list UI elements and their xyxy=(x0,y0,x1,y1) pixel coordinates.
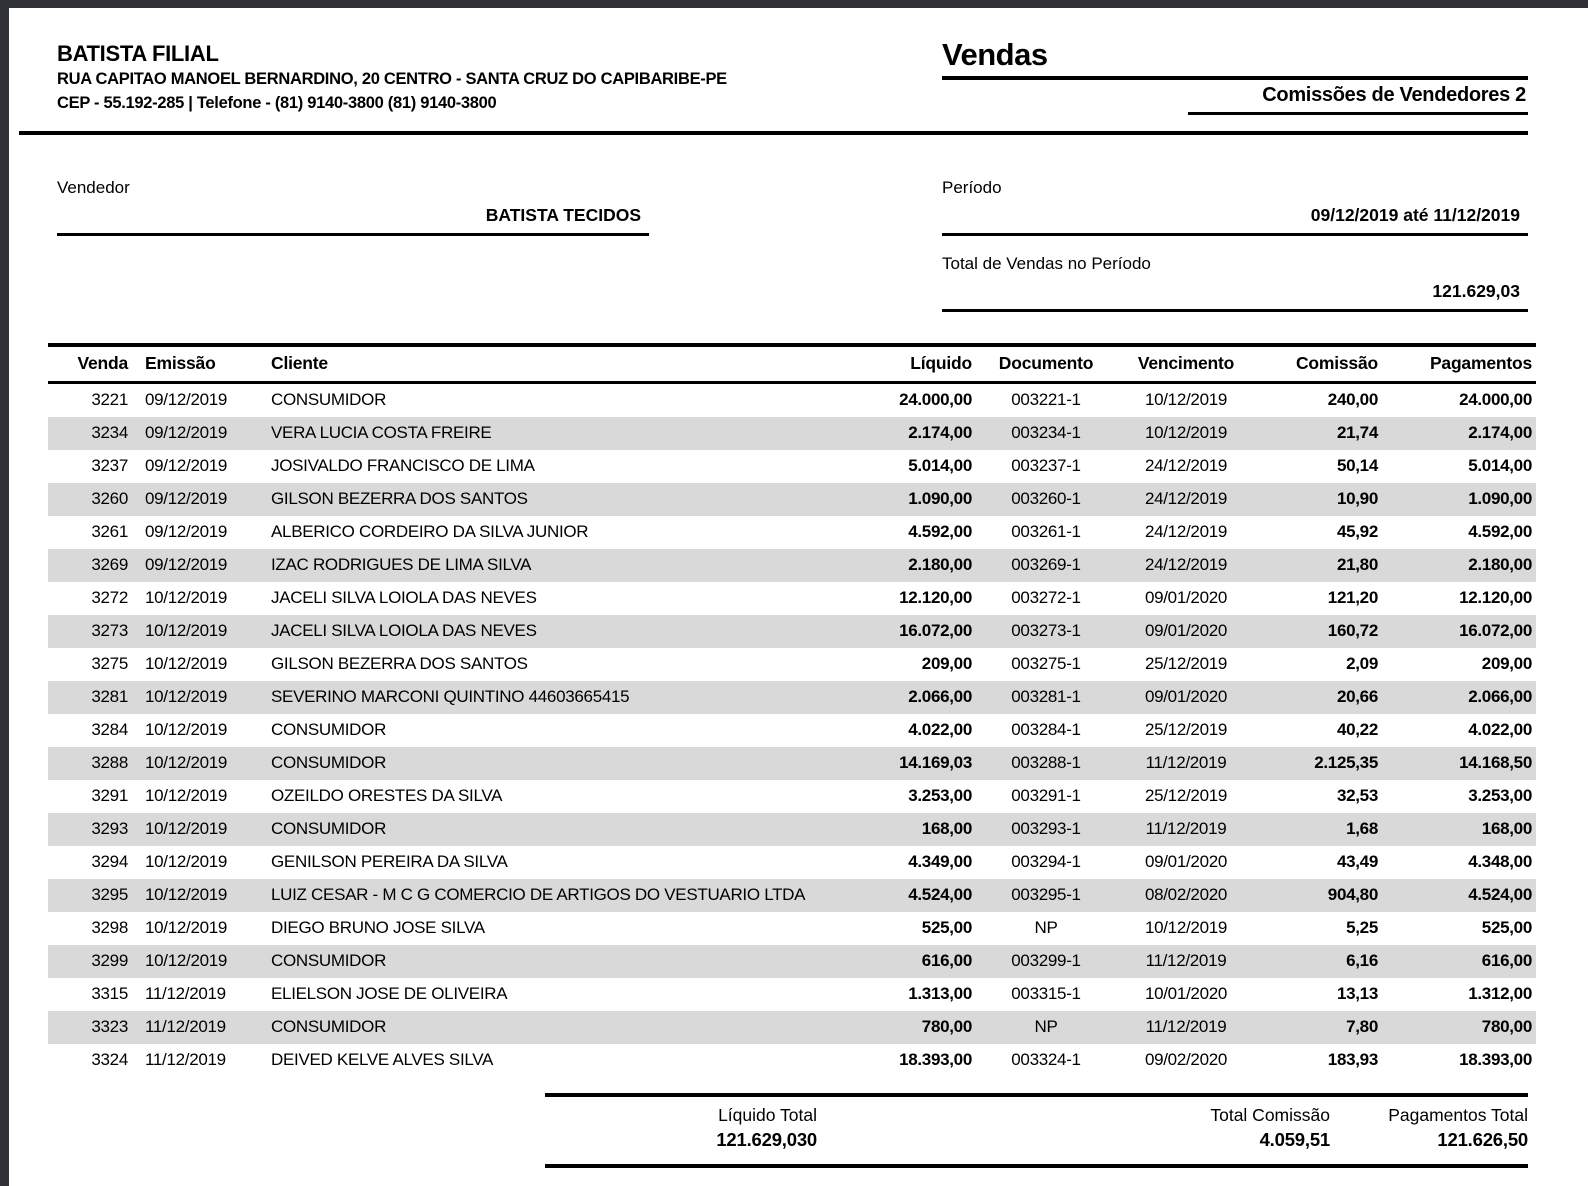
cell-documento: 003281-1 xyxy=(1011,687,1081,706)
cell-vencimento: 25/12/2019 xyxy=(1144,720,1228,739)
cell-vencimento: 08/02/2020 xyxy=(1144,885,1228,904)
header-divider xyxy=(19,131,1528,135)
cell-emissao: 10/12/2019 xyxy=(145,918,228,937)
cell-documento: 003260-1 xyxy=(1011,489,1081,508)
cell-vencimento: 10/12/2019 xyxy=(1144,423,1228,442)
cell-pagamentos: 4.348,00 xyxy=(1468,852,1532,871)
cell-cliente: IZAC RODRIGUES DE LIMA SILVA xyxy=(271,555,532,574)
company-name: BATISTA FILIAL xyxy=(57,41,219,66)
periodo-fields xyxy=(942,177,1528,312)
cell-pagamentos: 1.090,00 xyxy=(1468,489,1532,508)
cell-cliente: LUIZ CESAR - M C G COMERCIO DE ARTIGOS DO VESTUARIO LTDA xyxy=(271,885,806,904)
sales-table-header xyxy=(48,345,1536,383)
cell-pagamentos: 780,00 xyxy=(1481,1017,1532,1036)
cell-cliente: CONSUMIDOR xyxy=(271,390,387,409)
liquido-total-group xyxy=(545,1104,817,1152)
cell-venda: 3284 xyxy=(91,720,128,739)
table-row xyxy=(48,813,1536,846)
table-row xyxy=(48,615,1536,648)
sales-table xyxy=(48,343,1536,1077)
cell-liquido: 5.014,00 xyxy=(908,456,972,475)
cell-venda: 3281 xyxy=(91,687,128,706)
cell-emissao: 10/12/2019 xyxy=(145,654,228,673)
cell-comissao: 50,14 xyxy=(1336,456,1378,475)
cell-liquido: 2.180,00 xyxy=(908,555,972,574)
cell-documento: 003291-1 xyxy=(1011,786,1081,805)
liquido-total-label: Líquido Total xyxy=(718,1105,817,1125)
cell-documento: 003269-1 xyxy=(1011,555,1081,574)
cell-liquido: 24.000,00 xyxy=(899,390,972,409)
cell-venda: 3237 xyxy=(91,456,128,475)
vendedor-field xyxy=(57,177,649,312)
table-row xyxy=(48,417,1536,450)
cell-pagamentos: 2.174,00 xyxy=(1468,423,1532,442)
cell-documento: 003295-1 xyxy=(1011,885,1081,904)
table-row xyxy=(48,879,1536,912)
report-subtitle-wrap xyxy=(942,80,1528,115)
table-row xyxy=(48,747,1536,780)
cell-vencimento: 11/12/2019 xyxy=(1145,753,1227,772)
cell-emissao: 09/12/2019 xyxy=(145,522,228,541)
cell-emissao: 11/12/2019 xyxy=(145,1017,226,1036)
cell-pagamentos: 4.022,00 xyxy=(1468,720,1532,739)
cell-comissao: 10,90 xyxy=(1336,489,1378,508)
cell-comissao: 1,68 xyxy=(1346,819,1378,838)
cell-comissao: 32,53 xyxy=(1336,786,1378,805)
column-header-pagamentos: Pagamentos xyxy=(1429,353,1532,373)
company-contact: CEP - 55.192-285 | Telefone - (81) 9140-3800 (81) 9140-3800 xyxy=(57,94,497,112)
cell-pagamentos: 4.524,00 xyxy=(1468,885,1532,904)
cell-venda: 3299 xyxy=(91,951,128,970)
cell-pagamentos: 2.180,00 xyxy=(1468,555,1532,574)
cell-emissao: 09/12/2019 xyxy=(145,456,228,475)
cell-venda: 3324 xyxy=(91,1050,128,1069)
cell-cliente: ALBERICO CORDEIRO DA SILVA JUNIOR xyxy=(271,522,589,541)
cell-comissao: 20,66 xyxy=(1336,687,1378,706)
table-row xyxy=(48,978,1536,1011)
column-header-emissao: Emissão xyxy=(145,353,216,373)
cell-pagamentos: 24.000,00 xyxy=(1459,390,1532,409)
table-row xyxy=(48,780,1536,813)
cell-liquido: 1.313,00 xyxy=(908,984,972,1003)
cell-pagamentos: 5.014,00 xyxy=(1468,456,1532,475)
cell-documento: 003261-1 xyxy=(1011,522,1081,541)
cell-documento: 003234-1 xyxy=(1011,423,1081,442)
cell-comissao: 40,22 xyxy=(1336,720,1378,739)
cell-cliente: CONSUMIDOR xyxy=(271,720,387,739)
cell-vencimento: 10/12/2019 xyxy=(1144,918,1228,937)
cell-venda: 3295 xyxy=(91,885,128,904)
column-header-documento: Documento xyxy=(998,353,1094,373)
cell-comissao: 904,80 xyxy=(1327,885,1378,904)
cell-pagamentos: 168,00 xyxy=(1481,819,1532,838)
column-header-cliente: Cliente xyxy=(271,353,328,373)
cell-cliente: CONSUMIDOR xyxy=(271,951,387,970)
cell-emissao: 11/12/2019 xyxy=(145,1050,226,1069)
cell-cliente: VERA LUCIA COSTA FREIRE xyxy=(271,423,492,442)
cell-comissao: 43,49 xyxy=(1336,852,1378,871)
cell-comissao: 21,80 xyxy=(1336,555,1378,574)
cell-comissao: 121,20 xyxy=(1327,588,1378,607)
cell-emissao: 11/12/2019 xyxy=(145,984,226,1003)
cell-vencimento: 11/12/2019 xyxy=(1145,951,1227,970)
table-row xyxy=(48,582,1536,615)
cell-liquido: 12.120,00 xyxy=(899,588,972,607)
cell-cliente: GILSON BEZERRA DOS SANTOS xyxy=(271,489,528,508)
cell-emissao: 10/12/2019 xyxy=(145,588,228,607)
cell-vencimento: 24/12/2019 xyxy=(1144,522,1228,541)
cell-liquido: 2.066,00 xyxy=(908,687,972,706)
cell-documento: 003273-1 xyxy=(1011,621,1081,640)
cell-emissao: 09/12/2019 xyxy=(145,423,228,442)
cell-venda: 3293 xyxy=(91,819,128,838)
cell-emissao: 10/12/2019 xyxy=(145,753,228,772)
cell-liquido: 1.090,00 xyxy=(908,489,972,508)
cell-vencimento: 09/01/2020 xyxy=(1144,621,1228,640)
table-row xyxy=(48,450,1536,483)
cell-liquido: 209,00 xyxy=(921,654,972,673)
table-row xyxy=(48,1011,1536,1044)
table-row xyxy=(48,483,1536,516)
cell-comissao: 6,16 xyxy=(1346,951,1378,970)
cell-vencimento: 10/12/2019 xyxy=(1144,390,1228,409)
cell-liquido: 4.022,00 xyxy=(908,720,972,739)
table-row xyxy=(48,516,1536,549)
cell-comissao: 240,00 xyxy=(1327,390,1378,409)
column-header-vencimento: Vencimento xyxy=(1137,353,1235,373)
cell-venda: 3288 xyxy=(91,753,128,772)
cell-documento: 003293-1 xyxy=(1011,819,1081,838)
cell-emissao: 10/12/2019 xyxy=(145,621,228,640)
cell-pagamentos: 4.592,00 xyxy=(1468,522,1532,541)
cell-pagamentos: 14.168,50 xyxy=(1459,753,1532,772)
total-vendas-label: Total de Vendas no Período xyxy=(942,254,1151,273)
cell-emissao: 09/12/2019 xyxy=(145,489,228,508)
report-title: Vendas xyxy=(942,38,1528,80)
table-row xyxy=(48,681,1536,714)
cell-documento: 003275-1 xyxy=(1011,654,1081,673)
cell-cliente: GENILSON PEREIRA DA SILVA xyxy=(271,852,508,871)
cell-comissao: 2,09 xyxy=(1346,654,1378,673)
cell-venda: 3260 xyxy=(91,489,128,508)
company-address: RUA CAPITAO MANOEL BERNARDINO, 20 CENTRO - SANTA CRUZ DO CAPIBARIBE-PE xyxy=(57,70,727,88)
cell-comissao: 45,92 xyxy=(1336,522,1378,541)
report-header xyxy=(57,38,1528,115)
cell-liquido: 14.169,03 xyxy=(899,753,972,772)
cell-comissao: 2.125,35 xyxy=(1314,753,1378,772)
table-row xyxy=(48,1044,1536,1077)
cell-vencimento: 09/01/2020 xyxy=(1144,588,1228,607)
cell-vencimento: 10/01/2020 xyxy=(1144,984,1228,1003)
header-row xyxy=(48,345,1536,383)
cell-emissao: 10/12/2019 xyxy=(145,852,228,871)
periodo-field xyxy=(942,177,1528,236)
column-header-liquido: Líquido xyxy=(910,353,972,373)
cell-emissao: 09/12/2019 xyxy=(145,555,228,574)
cell-documento: 003288-1 xyxy=(1011,753,1081,772)
cell-emissao: 10/12/2019 xyxy=(145,687,228,706)
cell-documento: NP xyxy=(1034,918,1058,937)
cell-cliente: GILSON BEZERRA DOS SANTOS xyxy=(271,654,528,673)
cell-emissao: 10/12/2019 xyxy=(145,885,228,904)
cell-documento: 003272-1 xyxy=(1011,588,1081,607)
cell-documento: 003324-1 xyxy=(1011,1050,1081,1069)
cell-emissao: 10/12/2019 xyxy=(145,786,228,805)
cell-pagamentos: 209,00 xyxy=(1481,654,1532,673)
cell-venda: 3234 xyxy=(91,423,128,442)
cell-venda: 3298 xyxy=(91,918,128,937)
cell-vencimento: 09/01/2020 xyxy=(1144,687,1228,706)
cell-venda: 3261 xyxy=(91,522,128,541)
filters-section xyxy=(57,177,1528,312)
cell-cliente: OZEILDO ORESTES DA SILVA xyxy=(271,786,503,805)
sales-table-body xyxy=(48,383,1536,1078)
company-block xyxy=(57,38,942,115)
comissao-total-value: 4.059,51 xyxy=(1259,1129,1330,1150)
table-row xyxy=(48,714,1536,747)
column-header-venda: Venda xyxy=(77,353,128,373)
cell-comissao: 183,93 xyxy=(1327,1050,1378,1069)
pagamentos-total-group xyxy=(1330,1104,1528,1152)
cell-emissao: 10/12/2019 xyxy=(145,951,228,970)
cell-venda: 3272 xyxy=(91,588,128,607)
cell-emissao: 10/12/2019 xyxy=(145,819,228,838)
table-row xyxy=(48,945,1536,978)
column-header-comissao: Comissão xyxy=(1295,353,1378,373)
cell-vencimento: 11/12/2019 xyxy=(1145,1017,1227,1036)
cell-liquido: 168,00 xyxy=(921,819,972,838)
table-row xyxy=(48,648,1536,681)
total-vendas-value: 121.629,03 xyxy=(942,274,1528,312)
cell-cliente: CONSUMIDOR xyxy=(271,1017,387,1036)
cell-liquido: 2.174,00 xyxy=(908,423,972,442)
cell-vencimento: 24/12/2019 xyxy=(1144,456,1228,475)
liquido-total-value: 121.629,030 xyxy=(716,1129,817,1150)
cell-emissao: 10/12/2019 xyxy=(145,720,228,739)
cell-venda: 3275 xyxy=(91,654,128,673)
cell-liquido: 4.592,00 xyxy=(908,522,972,541)
periodo-label: Período xyxy=(942,178,1002,197)
cell-pagamentos: 616,00 xyxy=(1481,951,1532,970)
cell-venda: 3273 xyxy=(91,621,128,640)
totals-section xyxy=(545,1093,1528,1168)
cell-documento: 003221-1 xyxy=(1011,390,1081,409)
cell-liquido: 780,00 xyxy=(921,1017,972,1036)
cell-cliente: JOSIVALDO FRANCISCO DE LIMA xyxy=(271,456,535,475)
cell-vencimento: 25/12/2019 xyxy=(1144,786,1228,805)
table-row xyxy=(48,549,1536,582)
cell-pagamentos: 3.253,00 xyxy=(1468,786,1532,805)
cell-liquido: 4.524,00 xyxy=(908,885,972,904)
comissao-total-label: Total Comissão xyxy=(1210,1105,1330,1125)
cell-cliente: ELIELSON JOSE DE OLIVEIRA xyxy=(271,984,508,1003)
cell-cliente: DEIVED KELVE ALVES SILVA xyxy=(271,1050,494,1069)
cell-pagamentos: 12.120,00 xyxy=(1459,588,1532,607)
comissao-total-group xyxy=(817,1104,1330,1152)
cell-pagamentos: 18.393,00 xyxy=(1459,1050,1532,1069)
cell-venda: 3221 xyxy=(91,390,128,409)
cell-vencimento: 24/12/2019 xyxy=(1144,555,1228,574)
cell-documento: NP xyxy=(1034,1017,1058,1036)
cell-documento: 003237-1 xyxy=(1011,456,1081,475)
cell-pagamentos: 1.312,00 xyxy=(1468,984,1532,1003)
cell-liquido: 18.393,00 xyxy=(899,1050,972,1069)
cell-cliente: JACELI SILVA LOIOLA DAS NEVES xyxy=(271,588,537,607)
cell-liquido: 16.072,00 xyxy=(899,621,972,640)
cell-liquido: 3.253,00 xyxy=(908,786,972,805)
cell-liquido: 4.349,00 xyxy=(908,852,972,871)
title-block xyxy=(942,38,1528,115)
cell-comissao: 21,74 xyxy=(1336,423,1378,442)
cell-venda: 3315 xyxy=(91,984,128,1003)
cell-pagamentos: 2.066,00 xyxy=(1468,687,1532,706)
cell-vencimento: 09/02/2020 xyxy=(1144,1050,1228,1069)
cell-documento: 003294-1 xyxy=(1011,852,1081,871)
cell-comissao: 13,13 xyxy=(1336,984,1378,1003)
cell-cliente: CONSUMIDOR xyxy=(271,753,387,772)
cell-vencimento: 25/12/2019 xyxy=(1144,654,1228,673)
cell-comissao: 7,80 xyxy=(1346,1017,1378,1036)
cell-venda: 3294 xyxy=(91,852,128,871)
cell-venda: 3291 xyxy=(91,786,128,805)
vendedor-label: Vendedor xyxy=(57,178,130,197)
cell-comissao: 5,25 xyxy=(1346,918,1378,937)
cell-documento: 003299-1 xyxy=(1011,951,1081,970)
periodo-value: 09/12/2019 até 11/12/2019 xyxy=(942,198,1528,236)
cell-cliente: JACELI SILVA LOIOLA DAS NEVES xyxy=(271,621,537,640)
cell-pagamentos: 16.072,00 xyxy=(1459,621,1532,640)
cell-documento: 003315-1 xyxy=(1011,984,1081,1003)
pagamentos-total-label: Pagamentos Total xyxy=(1388,1105,1528,1125)
cell-venda: 3269 xyxy=(91,555,128,574)
table-row xyxy=(48,383,1536,418)
cell-emissao: 09/12/2019 xyxy=(145,390,228,409)
cell-documento: 003284-1 xyxy=(1011,720,1081,739)
cell-liquido: 525,00 xyxy=(921,918,972,937)
table-row xyxy=(48,846,1536,879)
cell-cliente: DIEGO BRUNO JOSE SILVA xyxy=(271,918,485,937)
cell-cliente: CONSUMIDOR xyxy=(271,819,387,838)
report-subtitle: Comissões de Vendedores 2 xyxy=(1188,80,1528,115)
cell-pagamentos: 525,00 xyxy=(1481,918,1532,937)
total-vendas-field xyxy=(942,253,1528,312)
cell-venda: 3323 xyxy=(91,1017,128,1036)
cell-vencimento: 11/12/2019 xyxy=(1145,819,1227,838)
table-row xyxy=(48,912,1536,945)
cell-vencimento: 24/12/2019 xyxy=(1144,489,1228,508)
cell-comissao: 160,72 xyxy=(1327,621,1378,640)
cell-cliente: SEVERINO MARCONI QUINTINO 44603665415 xyxy=(271,687,630,706)
pagamentos-total-value: 121.626,50 xyxy=(1437,1129,1528,1150)
cell-liquido: 616,00 xyxy=(921,951,972,970)
cell-vencimento: 09/01/2020 xyxy=(1144,852,1228,871)
vendedor-value: BATISTA TECIDOS xyxy=(57,198,649,236)
